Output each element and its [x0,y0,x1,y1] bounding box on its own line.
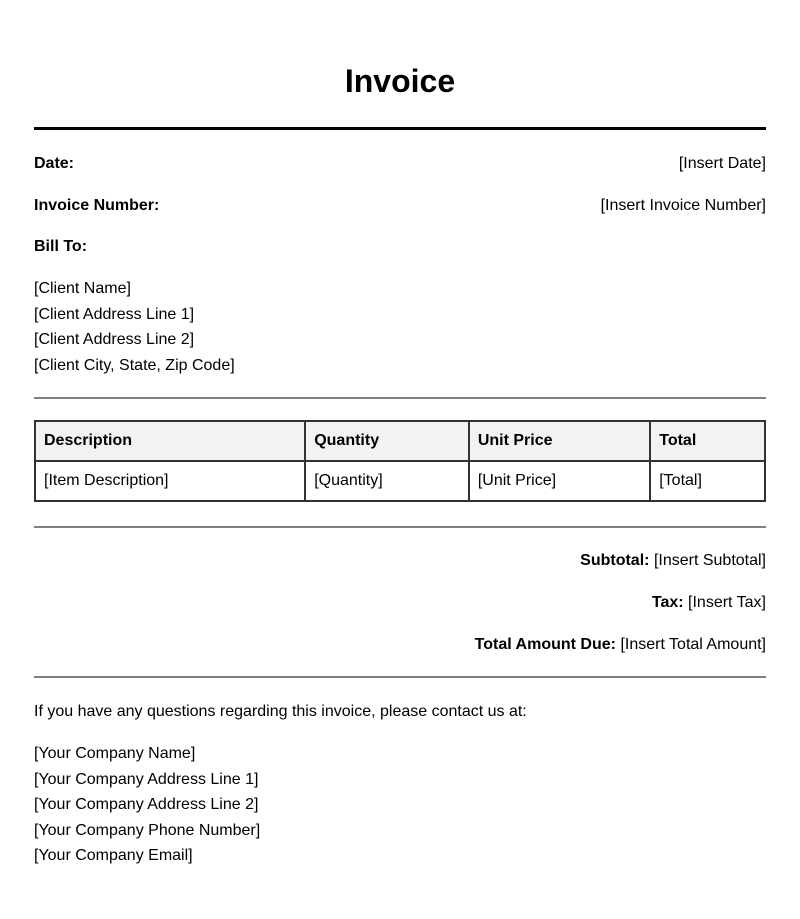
date-row [34,154,766,174]
item-description-cell: [Item Description] [35,461,305,501]
date-label: Date: [34,155,75,172]
invoice-number-label: Invoice Number: [34,197,160,214]
subtotal-row [580,551,766,571]
invoice-number-row [34,196,766,216]
company-address-line-2: [Your Company Address Line 2] [34,796,259,814]
page-title: Invoice [344,63,456,99]
divider [34,676,766,678]
subtotal-value: [Insert Subtotal] [653,552,766,569]
column-header-total: Total [650,421,765,461]
table-header-row [35,421,765,461]
divider [34,397,766,399]
quantity-cell: [Quantity] [305,461,469,501]
column-header-quantity: Quantity [305,421,469,461]
total-due-row [475,635,766,655]
client-address-line-2: [Client Address Line 2] [34,331,195,349]
unit-price-cell: [Unit Price] [469,461,650,501]
bill-to-address [34,276,235,378]
line-items-table [34,420,766,502]
company-phone: [Your Company Phone Number] [34,821,261,839]
bill-to-row [34,237,766,257]
company-name: [Your Company Name] [34,745,196,762]
tax-label: Tax: [651,594,684,611]
tax-row [652,593,766,613]
date-value: [Insert Date] [678,155,766,172]
total-cell: [Total] [650,461,765,501]
divider [34,526,766,528]
company-address-line-1: [Your Company Address Line 1] [34,770,259,788]
client-address-line-1: [Client Address Line 1] [34,305,195,323]
subtotal-label: Subtotal: [580,552,650,569]
company-email: [Your Company Email] [34,847,193,865]
column-header-description: Description [35,421,305,461]
column-header-unit-price: Unit Price [469,421,650,461]
client-name: [Client Name] [34,280,131,297]
client-city-state-zip: [Client City, State, Zip Code] [34,356,235,374]
company-contact-block [34,741,260,869]
bill-to-label: Bill To: [34,238,88,255]
tax-value: [Insert Tax] [688,594,766,611]
table-row [35,461,765,501]
total-due-label: Total Amount Due: [474,636,616,653]
total-due-value: [Insert Total Amount] [620,636,766,653]
title-divider [34,127,766,130]
contact-intro-text: If you have any questions regarding this invoice, please contact us at: [34,703,527,720]
invoice-number-value: [Insert Invoice Number] [600,197,766,214]
